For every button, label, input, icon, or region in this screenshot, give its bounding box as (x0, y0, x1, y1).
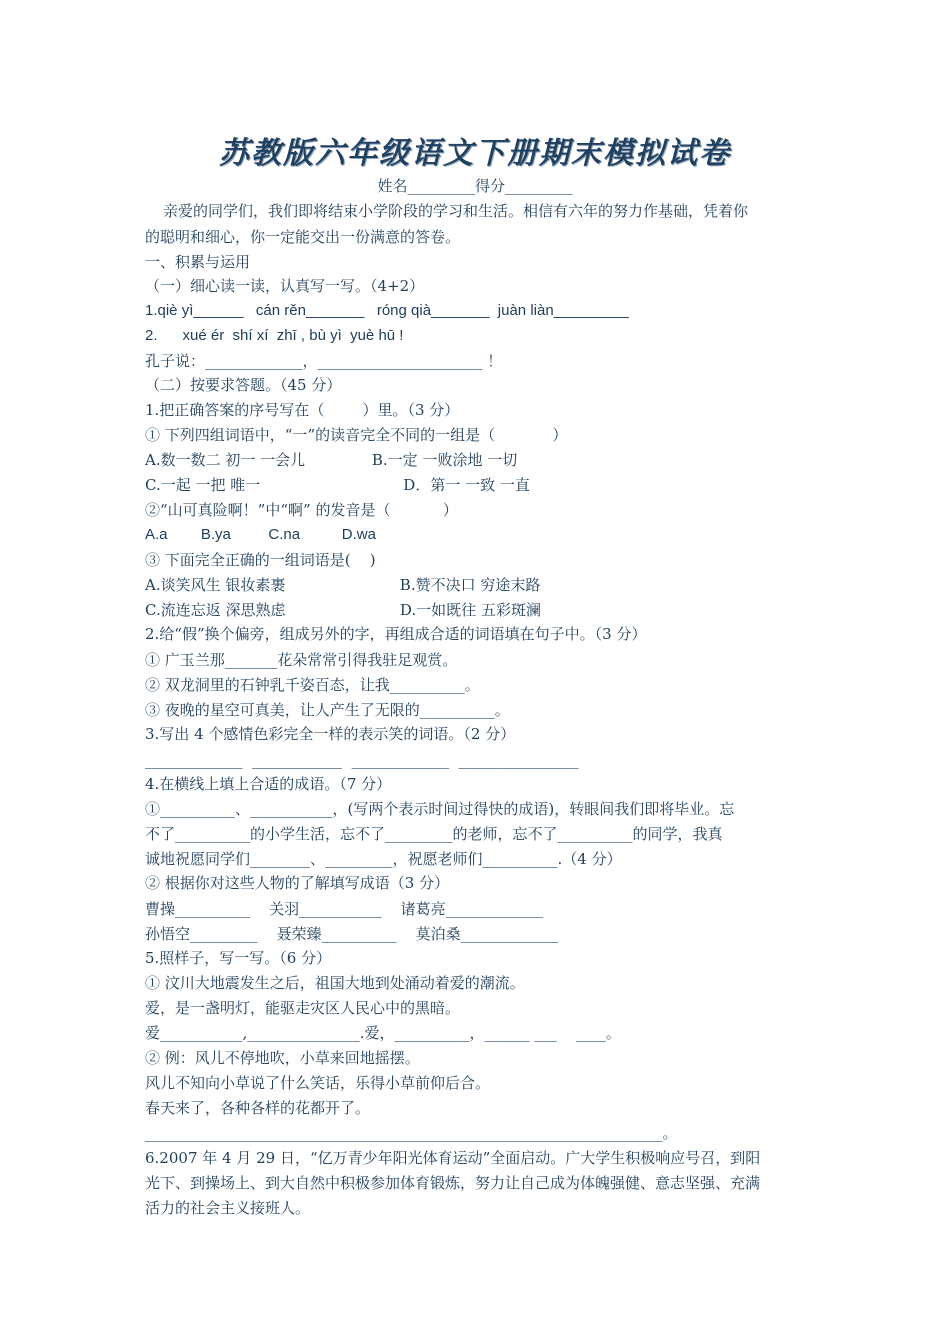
subsection-heading-2: （二）按要求答题。（45 分） (145, 376, 342, 394)
prompt-line: 春天来了，各种各样的花都开了。 (145, 1099, 371, 1117)
question-1-2: ②“山可真险啊！”中“啊” 的发音是（ ） (145, 501, 458, 519)
confucius-line: 孔子说：_____________，______________________ ！ (145, 352, 503, 370)
example-line: 爱，是一盏明灯，能驱走灾区人民心中的黑暗。 (145, 999, 461, 1017)
answer-blank-line: _____________ ____________ _____________ ________________ (145, 751, 579, 769)
question-4-1-cont: 诚地祝愿同学们________、_________，祝愿老师们__________.（4 分） (145, 850, 622, 868)
question-1-1: ① 下列四组词语中，“一”的读音完全不同的一组是（ ） (145, 426, 568, 444)
question-5: 5.照样子，写一写。（6 分） (145, 949, 332, 967)
section-heading: 一、积累与运用 (145, 253, 251, 271)
fill-line: 爱___________,_______________.爱，__________，______ ___ ____。 (145, 1024, 621, 1042)
question-6: 6.2007 年 4 月 29 日，“亿万青少年阳光体育运动”全面启动。广大学生积极响应号召，到阳 (145, 1149, 761, 1167)
question-1: 1.把正确答案的序号写在（ ）里。（3 分） (145, 401, 460, 419)
option-row: C.流连忘返 深思熟虑 D.一如既往 五彩斑澜 (145, 601, 541, 619)
pinyin-question-1: 1.qiè yì______ cán rěn_______ róng qià_______ juàn liàn_________ (145, 302, 629, 319)
answer-blank-line: _____________________________________________________________________。 (145, 1124, 678, 1142)
character-row: 孙悟空_________ 聂荣臻__________ 莫泊桑_____________ (145, 925, 559, 943)
intro-line-2: 的聪明和细心，你一定能交出一份满意的答卷。 (145, 228, 461, 246)
name-score-line: 姓名_________得分_________ (377, 177, 573, 195)
question-1-3: ③ 下面完全正确的一组词语是( ) (145, 551, 376, 569)
pinyin-question-2: 2. xué ér shí xí zhī , bù yì yuè hū ! (145, 327, 404, 344)
example-line: 风儿不知向小草说了什么笑话，乐得小草前仰后合。 (145, 1074, 491, 1092)
question-4-2: ② 根据你对这些人物的了解填写成语（3 分） (145, 874, 450, 892)
question-2: 2.给“假”换个偏旁，组成另外的字，再组成合适的词语填在句子中。（3 分） (145, 625, 647, 643)
intro-line-1: 亲爱的同学们，我们即将结束小学阶段的学习和生活。相信有六年的努力作基础，凭着你 (163, 202, 749, 220)
option-row: A.谈笑风生 银妆素裹 B.赞不决口 穷途末路 (145, 576, 541, 594)
page-title: 苏教版六年级语文下册期末模拟试卷 (219, 136, 731, 171)
character-row: 曹操__________ 关羽___________ 诸葛亮_____________ (145, 900, 544, 918)
question-2-1: ① 广玉兰那_______花朵常常引得我驻足观赏。 (145, 651, 458, 669)
question-5-2: ② 例：风儿不停地吹，小草来回地摇摆。 (145, 1049, 420, 1067)
question-6-cont: 光下、到操场上、到大自然中积极参加体育锻炼，努力让自己成为体魄强健、意志坚强、充满 (145, 1174, 761, 1192)
question-3: 3.写出 4 个感情色彩完全一样的表示笑的词语。（2 分） (145, 725, 516, 743)
question-6-cont: 活力的社会主义接班人。 (145, 1199, 311, 1217)
option-row: A.a B.ya C.na D.wa (145, 526, 376, 543)
question-4: 4.在横线上填上合适的成语。（7 分） (145, 775, 392, 793)
question-4-1-cont: 不了__________的小学生活，忘不了_________的老师，忘不了__________的同学，我真 (145, 825, 723, 843)
option-row: A.数一数二 初一 一会儿 B.一定 一败涂地 一切 (145, 451, 518, 469)
question-2-2: ② 双龙洞里的石钟乳千姿百态，让我__________。 (145, 676, 480, 694)
question-2-3: ③ 夜晚的星空可真美，让人产生了无限的__________。 (145, 701, 510, 719)
option-row: C.一起 一把 唯一 D．第一 一致 一直 (145, 476, 530, 494)
question-4-1: ①__________、___________，(写两个表示时间过得快的成语)，转眼间我们即将毕业。忘 (145, 800, 735, 818)
question-5-1: ① 汶川大地震发生之后，祖国大地到处涌动着爱的潮流。 (145, 974, 525, 992)
subsection-heading: （一）细心读一读，认真写一写。（4+2） (145, 277, 425, 295)
